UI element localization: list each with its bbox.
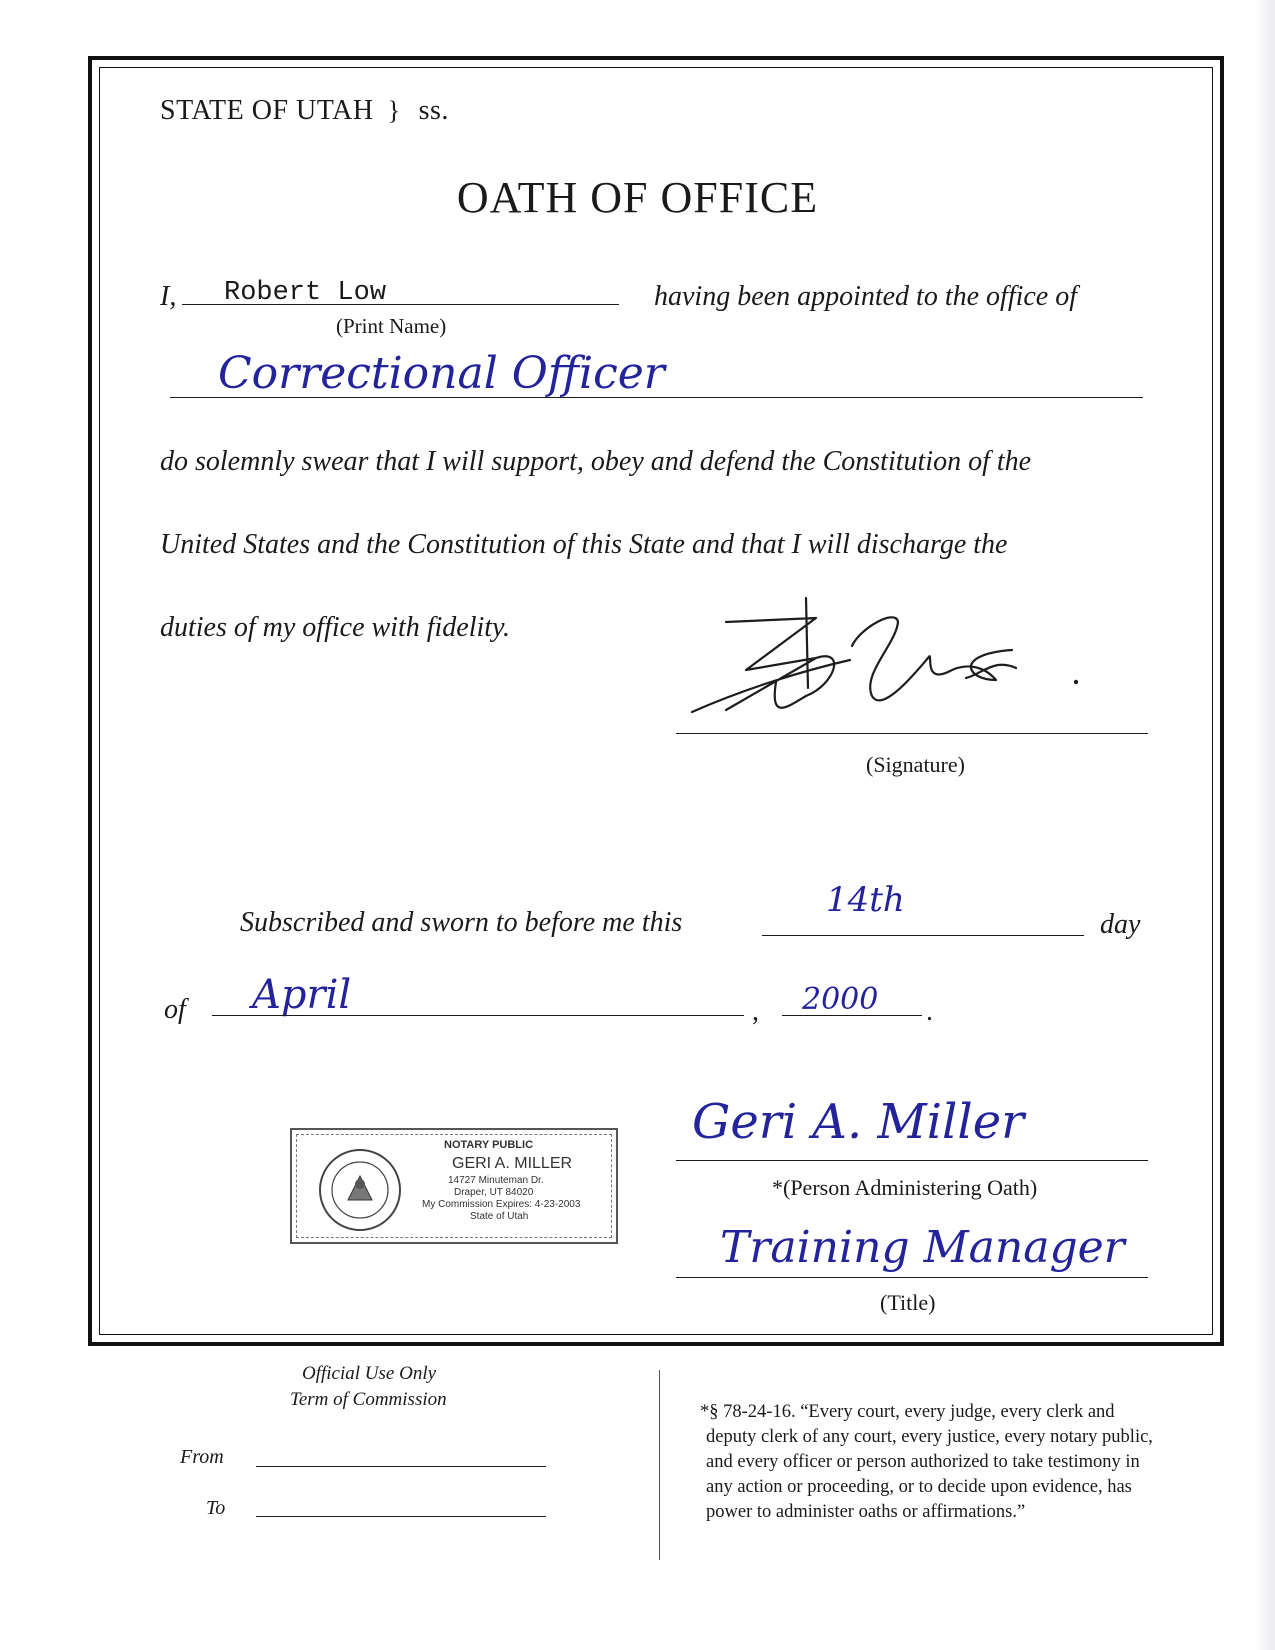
notary-name: GERI A. MILLER: [452, 1155, 573, 1172]
statute-line-3: and every officer or person authorized to take testimony in: [706, 1452, 1140, 1472]
administrator-caption: *(Person Administering Oath): [772, 1175, 1038, 1200]
of-word: of: [164, 994, 186, 1025]
date-comma: ,: [752, 996, 759, 1027]
day-line: [762, 935, 1084, 936]
signature-line: [676, 733, 1148, 734]
oath-prefix: I,: [160, 281, 177, 312]
statute-line-1: *§ 78-24-16. “Every court, every judge, every clerk and: [700, 1402, 1115, 1422]
page-edge-shadow: [1255, 0, 1275, 1650]
to-line: [256, 1516, 546, 1517]
day-value: 14th: [826, 880, 905, 920]
administrator-line: [676, 1160, 1148, 1161]
oath-line-2: United States and the Constitution of this State and that I will discharge the: [160, 529, 1008, 560]
statute-footnote: [700, 1400, 1220, 1525]
to-label: To: [206, 1497, 226, 1519]
appointed-text: having been appointed to the office of: [654, 281, 1078, 312]
print-name-caption: (Print Name): [336, 314, 447, 338]
print-name-line: [182, 304, 619, 305]
from-line: [256, 1466, 546, 1467]
official-use-heading: Official Use Only: [302, 1363, 437, 1384]
from-label: From: [180, 1446, 224, 1468]
title-line: [676, 1277, 1148, 1278]
statute-line-5: power to administer oaths or affirmations.”: [706, 1502, 1026, 1522]
oath-line-1: do solemnly swear that I will support, obey and defend the Constitution of the: [160, 446, 1032, 477]
notary-address-line-1: 14727 Minuteman Dr.: [448, 1175, 544, 1186]
sworn-text: Subscribed and sworn to before me this: [240, 907, 683, 938]
notary-seal-stamp: [290, 1128, 618, 1244]
oath-line-3: duties of my office with fidelity.: [160, 612, 510, 643]
notary-address-line-2: Draper, UT 84020: [454, 1187, 534, 1198]
notary-public-label: NOTARY PUBLIC: [444, 1139, 534, 1151]
signature-caption: (Signature): [866, 752, 965, 777]
print-name-value: Robert Low: [224, 278, 387, 308]
term-of-commission-heading: Term of Commission: [290, 1389, 447, 1410]
statute-line-2: deputy clerk of any court, every justice, every notary public,: [706, 1427, 1153, 1447]
date-period: .: [926, 996, 933, 1027]
title-caption: (Title): [880, 1290, 936, 1315]
state-header: [160, 95, 449, 127]
office-value: Correctional Officer: [218, 348, 665, 399]
year-value: 2000: [802, 982, 879, 1017]
month-value: April: [252, 972, 352, 1018]
footer-divider: [659, 1370, 660, 1560]
notary-commission-expiry: My Commission Expires: 4-23-2003: [422, 1199, 581, 1210]
page-title: OATH OF OFFICE: [456, 173, 819, 222]
statute-line-4: any action or proceeding, or to decide upon evidence, has: [706, 1477, 1132, 1497]
brace: }: [387, 96, 401, 125]
administrator-title-value: Training Manager: [720, 1222, 1125, 1273]
month-line: [212, 1015, 744, 1016]
state-name: STATE OF UTAH: [160, 95, 374, 126]
day-word: day: [1100, 909, 1141, 940]
notary-state: State of Utah: [470, 1211, 529, 1222]
administrator-signature: Geri A. Miller: [692, 1094, 1025, 1150]
ss-label: ss.: [418, 95, 449, 126]
year-line: [782, 1015, 922, 1016]
state-seal-emblem: [318, 1148, 402, 1232]
office-line: [170, 397, 1143, 398]
